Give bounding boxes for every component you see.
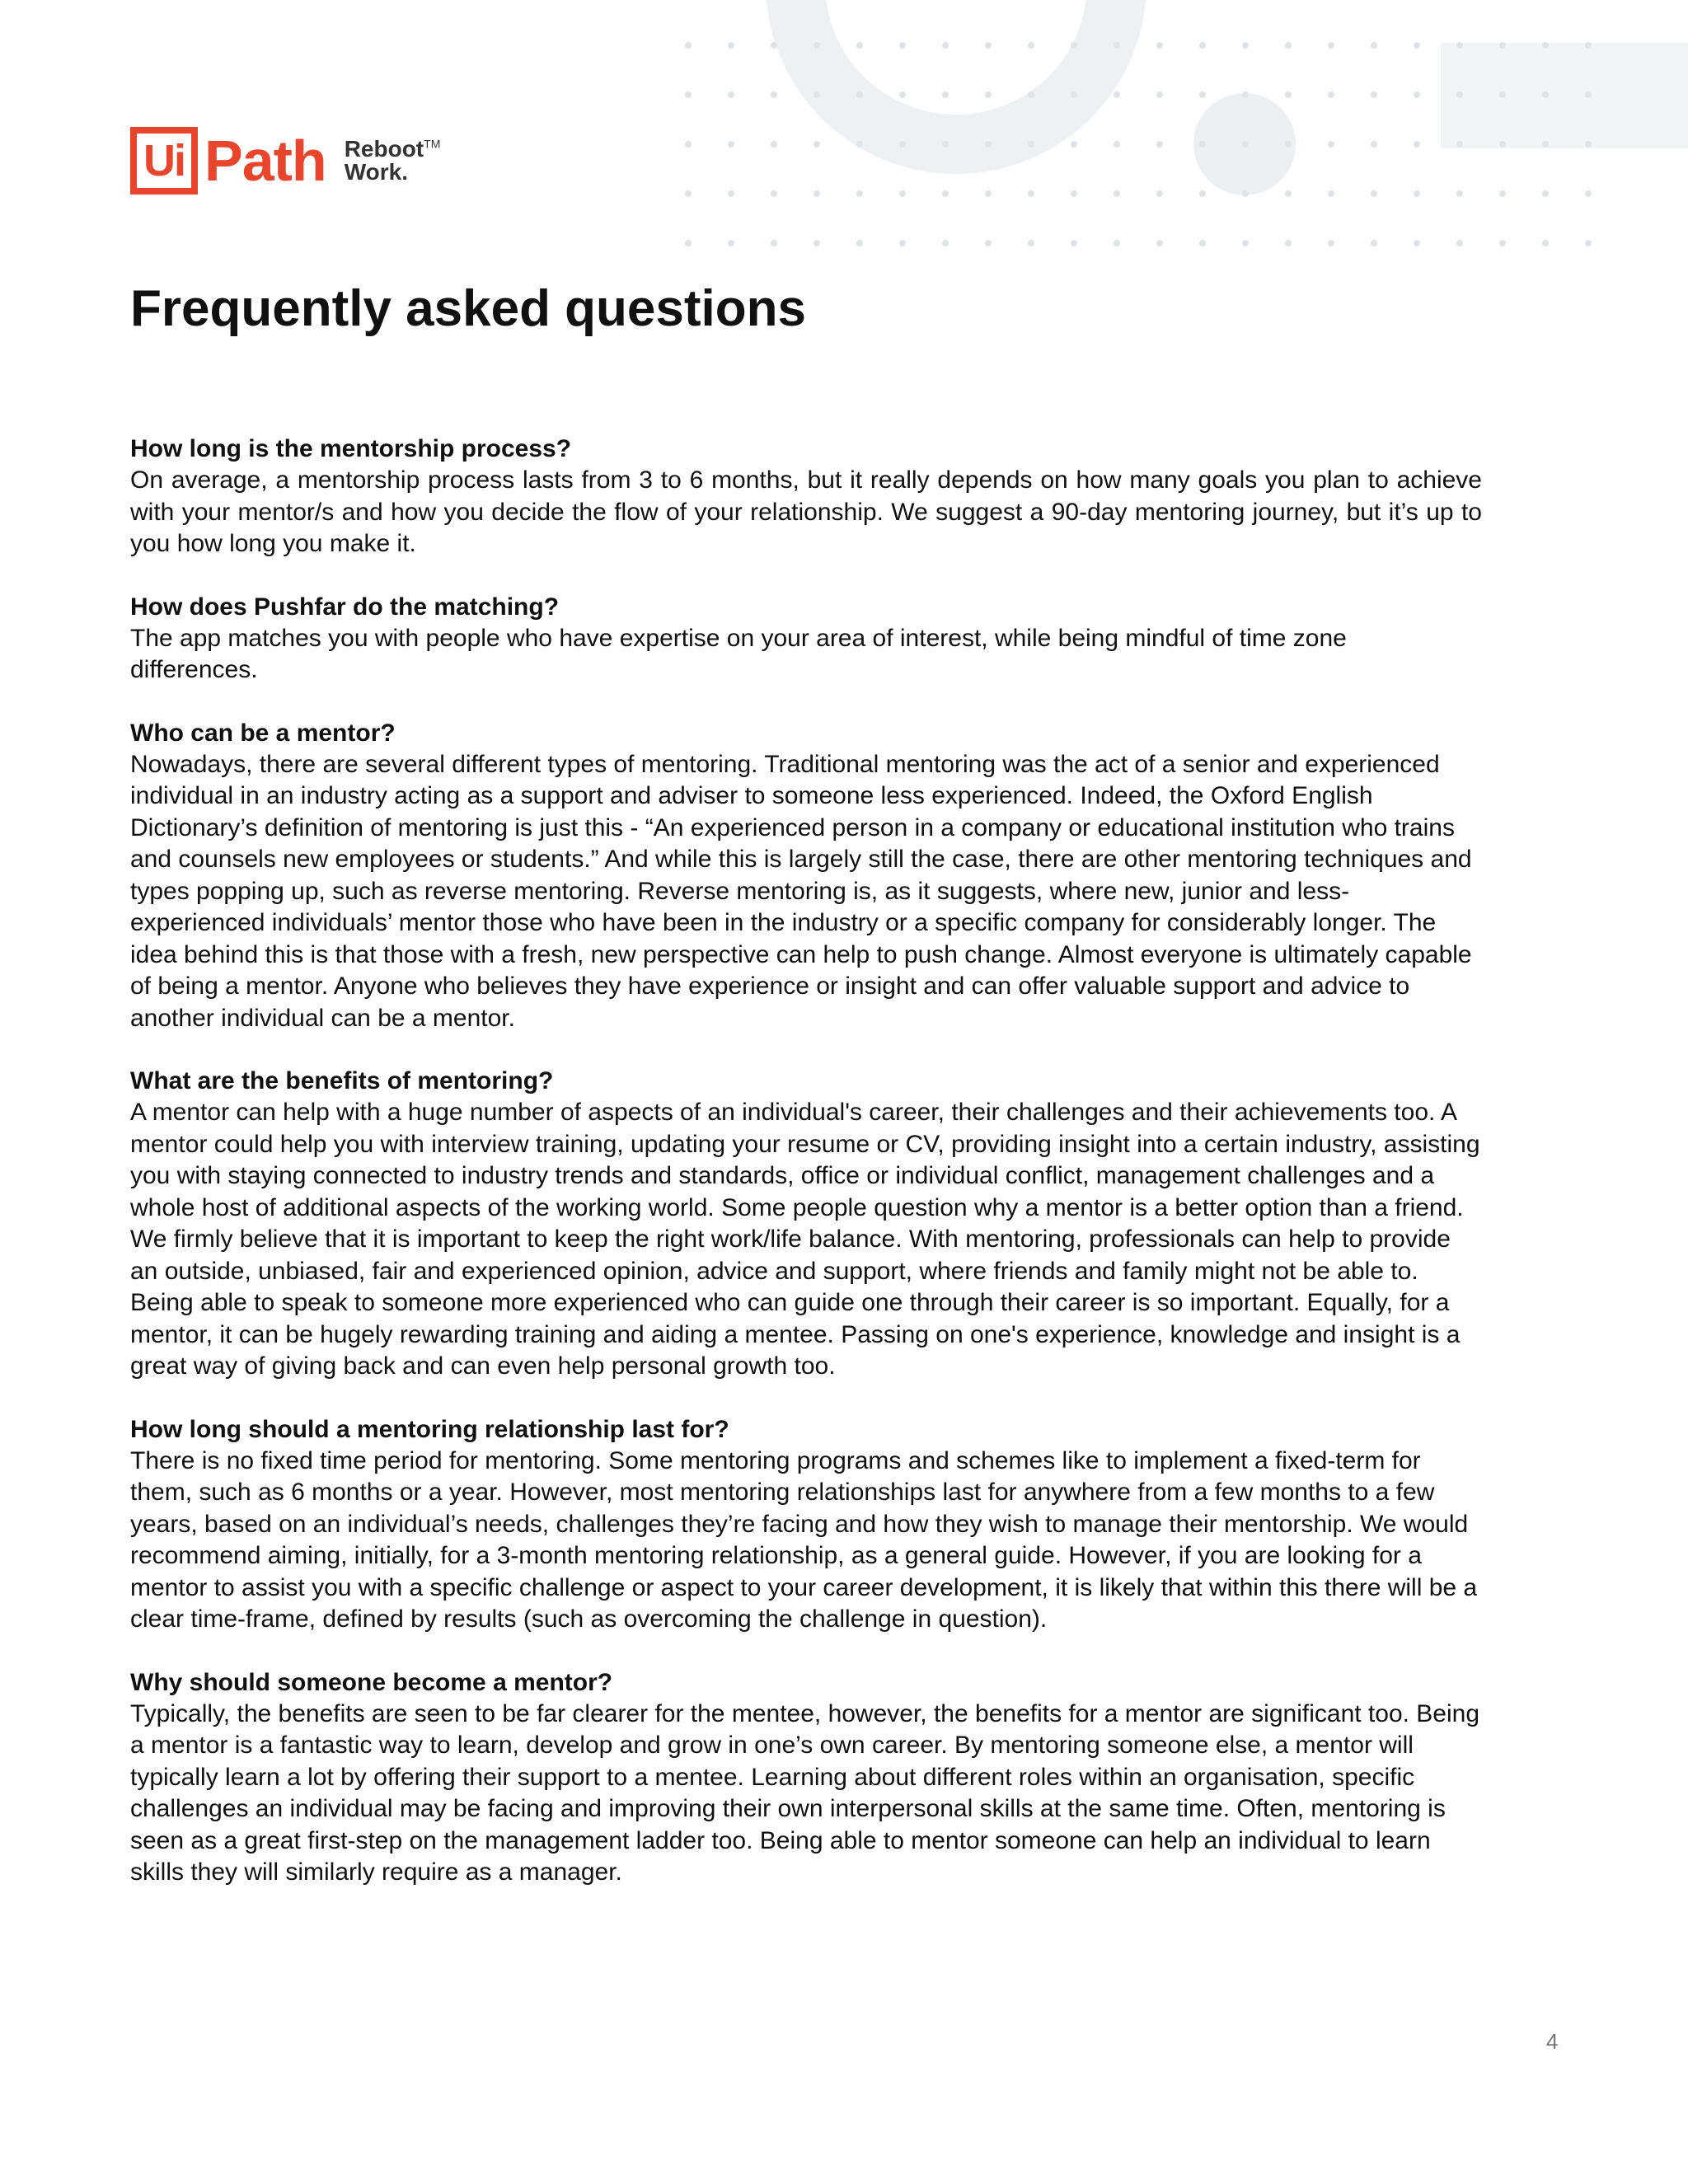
- faq-item: [130, 1667, 1482, 1889]
- faq-question: How long is the mentorship process?: [130, 435, 572, 462]
- faq-question: What are the benefits of mentoring?: [130, 1067, 554, 1094]
- faq-item: [130, 592, 1482, 687]
- faq-question: Why should someone become a mentor?: [130, 1668, 613, 1696]
- faq-question: Who can be a mentor?: [130, 719, 396, 747]
- faq-item: [130, 434, 1482, 560]
- logo-tagline-line2: Work.: [344, 159, 408, 185]
- faq-item: [130, 1414, 1482, 1636]
- faq-question: How long should a mentoring relationship last for?: [130, 1415, 729, 1443]
- faq-answer: Typically, the benefits are seen to be far clearer for the mentee, however, the benefits for a mentor are significant too. Being a mentor is a fantastic way to learn, develop and grow in one’s own career. By mentoring someone else, a mentor will typically learn a lot by offering their support to a mentee. Learning about different roles within an organisation, specific challenges an individual may be facing and improving their own interpersonal skills at the same time. Often, mentoring is seen as a great first-step on the management ladder too. Being able to mentor someone can help an individual to learn skills they will similarly require as a manager.: [130, 1699, 1480, 1886]
- faq-question: How does Pushfar do the matching?: [130, 593, 560, 621]
- faq-answer: On average, a mentorship process lasts from 3 to 6 months, but it really depends on how many goals you plan to achieve with your mentor/s and how you decide the flow of your relationship. We suggest a 90-day mentoring journey, but it’s up to you how long you make it.: [130, 466, 1482, 557]
- trademark-mark: TM: [424, 137, 441, 151]
- faq-answer: The app matches you with people who have expertise on your area of interest, while being mindful of time zone differences.: [130, 624, 1347, 683]
- uipath-logo: [130, 124, 440, 198]
- faq-list: [130, 434, 1482, 1920]
- logo-tagline-line1: Reboot™: [344, 136, 441, 162]
- faq-answer: A mentor can help with a huge number of aspects of an individual's career, their challenges and their achievements too. A mentor could help you with interview training, updating your resume or CV, providing insight into a certain industry, assisting you with staying connected to industry trends and standards, office or individual conflict, management challenges and a whole host of additional aspects of the working world. Some people question why a mentor is a better option than a friend. We firmly believe that it is important to keep the right work/life balance. With mentoring, professionals can help to provide an outside, unbiased, fair and experienced opinion, advice and support, where friends and family might not be able to. Being able to speak to someone more experienced who can guide one through their career is so important. Equally, for a mentor, it can be hugely rewarding training and aiding a mentee. Passing on one's experience, knowledge and insight is a great way of giving back and can even help personal growth too.: [130, 1099, 1480, 1380]
- logo-tagline: [345, 138, 441, 184]
- page-title: Frequently asked questions: [130, 280, 806, 337]
- faq-item: [130, 718, 1482, 1035]
- faq-item: [130, 1066, 1482, 1383]
- faq-answer: Nowadays, there are several different types of mentoring. Traditional mentoring was the act of a senior and experienced individual in an industry acting as a support and adviser to someone less experienced. Indeed, the Oxford English Dictionary’s definition of mentoring is just this - “An experienced person in a company or educational institution who trains and counsels new employees or students.” And while this is largely still the case, there are other mentoring techniques and types popping up, such as reverse mentoring. Reverse mentoring is, as it suggests, where new, junior and less-experienced individuals’ mentor those who have been in the industry or a specific company for considerably longer. The idea behind this is that those with a fresh, new perspective can help to push change. Almost everyone is ultimately capable of being a mentor. Anyone who believes they have experience or insight and can offer valuable support and advice to another individual can be a mentor.: [130, 750, 1472, 1032]
- logo-mark: Ui: [130, 127, 198, 194]
- page-number: 4: [1546, 2029, 1559, 2054]
- faq-answer: There is no fixed time period for mentoring. Some mentoring programs and schemes like to implement a fixed-term for them, such as 6 months or a year. However, most mentoring relationships last for anywhere from a few months to a few years, based on an individual’s needs, challenges they’re facing and how they wish to manage their mentorship. We would recommend aiming, initially, for a 3-month mentoring relationship, as a general guide. However, if you are looking for a mentor to assist you with a specific challenge or aspect to your career development, it is likely that within this there will be a clear time-frame, defined by results (such as overcoming the challenge in question).: [130, 1446, 1478, 1633]
- logo-wordmark: Path: [204, 129, 326, 193]
